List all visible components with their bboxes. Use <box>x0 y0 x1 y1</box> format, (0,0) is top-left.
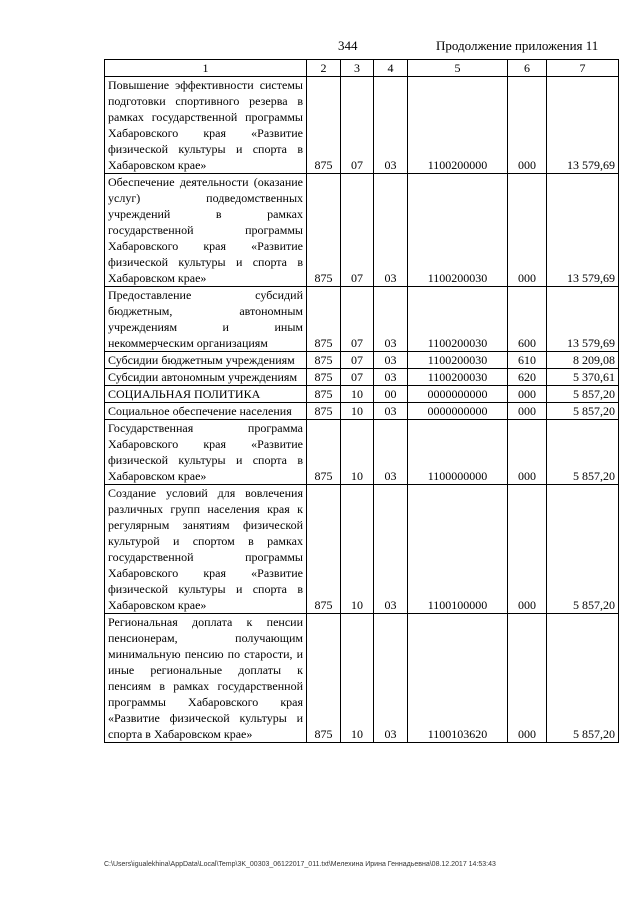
row-code-pr: 03 <box>374 485 408 614</box>
row-name: Региональная доплата к пенсии пенсионерам, получающим минимальную пенсию по старости, и иные региональные доплаты к пенсиям в рамках государственной программы Хабаровского края «Развитие физической культуры и спорта в Хабаровском крае» <box>105 614 307 743</box>
table-row <box>105 352 619 369</box>
row-code-gr: 875 <box>307 174 341 287</box>
row-code-vr: 610 <box>508 352 547 369</box>
row-code-rz: 10 <box>341 420 374 485</box>
column-header: 4 <box>374 60 408 77</box>
column-header: 7 <box>547 60 619 77</box>
table-row <box>105 369 619 386</box>
row-code-gr: 875 <box>307 403 341 420</box>
row-code-csr: 1100100000 <box>408 485 508 614</box>
row-code-rz: 07 <box>341 287 374 352</box>
row-code-vr: 620 <box>508 369 547 386</box>
row-name: Субсидии бюджетным учреждениям <box>105 352 307 369</box>
row-code-csr: 1100200030 <box>408 174 508 287</box>
row-code-rz: 07 <box>341 174 374 287</box>
row-amount: 5 857,20 <box>547 403 619 420</box>
table-row <box>105 403 619 420</box>
row-code-vr: 000 <box>508 420 547 485</box>
row-code-csr: 1100200030 <box>408 369 508 386</box>
table-row <box>105 614 619 743</box>
row-code-vr: 600 <box>508 287 547 352</box>
row-name: Субсидии автономным учреждениям <box>105 369 307 386</box>
row-code-pr: 03 <box>374 287 408 352</box>
row-code-csr: 1100200030 <box>408 352 508 369</box>
column-header: 5 <box>408 60 508 77</box>
row-code-gr: 875 <box>307 77 341 174</box>
row-name: Создание условий для вовлечения различных групп населения края к регулярным занятиям физической культурой и спортом в рамках государственной программы Хабаровского края «Развитие физической культуры и спорта в Хабаровском крае» <box>105 485 307 614</box>
row-amount: 13 579,69 <box>547 287 619 352</box>
table-row <box>105 287 619 352</box>
table-row <box>105 174 619 287</box>
row-code-vr: 000 <box>508 77 547 174</box>
row-code-rz: 07 <box>341 352 374 369</box>
row-amount: 13 579,69 <box>547 77 619 174</box>
row-code-rz: 07 <box>341 77 374 174</box>
row-code-rz: 10 <box>341 386 374 403</box>
row-code-gr: 875 <box>307 352 341 369</box>
row-code-gr: 875 <box>307 369 341 386</box>
table-row <box>105 386 619 403</box>
row-code-pr: 03 <box>374 352 408 369</box>
row-code-rz: 10 <box>341 614 374 743</box>
table-header-row <box>105 60 619 77</box>
row-name: Повышение эффективности системы подготовки спортивного резерва в рамках государственной программы Хабаровского края «Развитие физической культуры и спорта в Хабаровском крае» <box>105 77 307 174</box>
row-code-csr: 1100103620 <box>408 614 508 743</box>
row-name: СОЦИАЛЬНАЯ ПОЛИТИКА <box>105 386 307 403</box>
row-code-vr: 000 <box>508 386 547 403</box>
page-number: 344 <box>338 38 358 53</box>
row-code-rz: 10 <box>341 485 374 614</box>
row-amount: 5 857,20 <box>547 485 619 614</box>
row-code-csr: 0000000000 <box>408 386 508 403</box>
row-amount: 8 209,08 <box>547 352 619 369</box>
row-name: Государственная программа Хабаровского края «Развитие физической культуры и спорта в Хабаровском крае» <box>105 420 307 485</box>
row-code-pr: 03 <box>374 77 408 174</box>
column-header: 3 <box>341 60 374 77</box>
table-row <box>105 420 619 485</box>
row-amount: 5 857,20 <box>547 614 619 743</box>
row-code-vr: 000 <box>508 174 547 287</box>
row-name: Социальное обеспечение населения <box>105 403 307 420</box>
continuation-label: Продолжение приложения 11 <box>436 38 599 53</box>
row-code-gr: 875 <box>307 386 341 403</box>
row-code-rz: 07 <box>341 369 374 386</box>
row-code-vr: 000 <box>508 614 547 743</box>
footer-file-path: C:\Users\igualekhina\AppData\Local\Temp\3K_00303_06122017_011.txt\Мелехина Ирина Геннадьевна\08.12.2017 14:53:43 <box>104 861 496 868</box>
row-code-pr: 03 <box>374 174 408 287</box>
row-amount: 5 370,61 <box>547 369 619 386</box>
row-code-pr: 03 <box>374 614 408 743</box>
row-name: Обеспечение деятельности (оказание услуг) подведомственных учреждений в рамках государственной программы Хабаровского края «Развитие физической культуры и спорта в Хабаровском крае» <box>105 174 307 287</box>
row-code-pr: 03 <box>374 420 408 485</box>
budget-table <box>104 59 619 743</box>
row-amount: 5 857,20 <box>547 420 619 485</box>
row-code-pr: 00 <box>374 386 408 403</box>
column-header: 1 <box>105 60 307 77</box>
row-code-gr: 875 <box>307 614 341 743</box>
table-row <box>105 485 619 614</box>
row-amount: 5 857,20 <box>547 386 619 403</box>
row-code-gr: 875 <box>307 420 341 485</box>
row-code-rz: 10 <box>341 403 374 420</box>
row-amount: 13 579,69 <box>547 174 619 287</box>
table-row <box>105 77 619 174</box>
row-code-gr: 875 <box>307 287 341 352</box>
row-code-pr: 03 <box>374 369 408 386</box>
row-name: Предоставление субсидий бюджетным, автономным учреждениям и иным некоммерческим организациям <box>105 287 307 352</box>
row-code-pr: 03 <box>374 403 408 420</box>
row-code-gr: 875 <box>307 485 341 614</box>
column-header: 2 <box>307 60 341 77</box>
row-code-vr: 000 <box>508 485 547 614</box>
row-code-csr: 1100000000 <box>408 420 508 485</box>
column-header: 6 <box>508 60 547 77</box>
row-code-csr: 1100200000 <box>408 77 508 174</box>
row-code-csr: 1100200030 <box>408 287 508 352</box>
row-code-csr: 0000000000 <box>408 403 508 420</box>
row-code-vr: 000 <box>508 403 547 420</box>
